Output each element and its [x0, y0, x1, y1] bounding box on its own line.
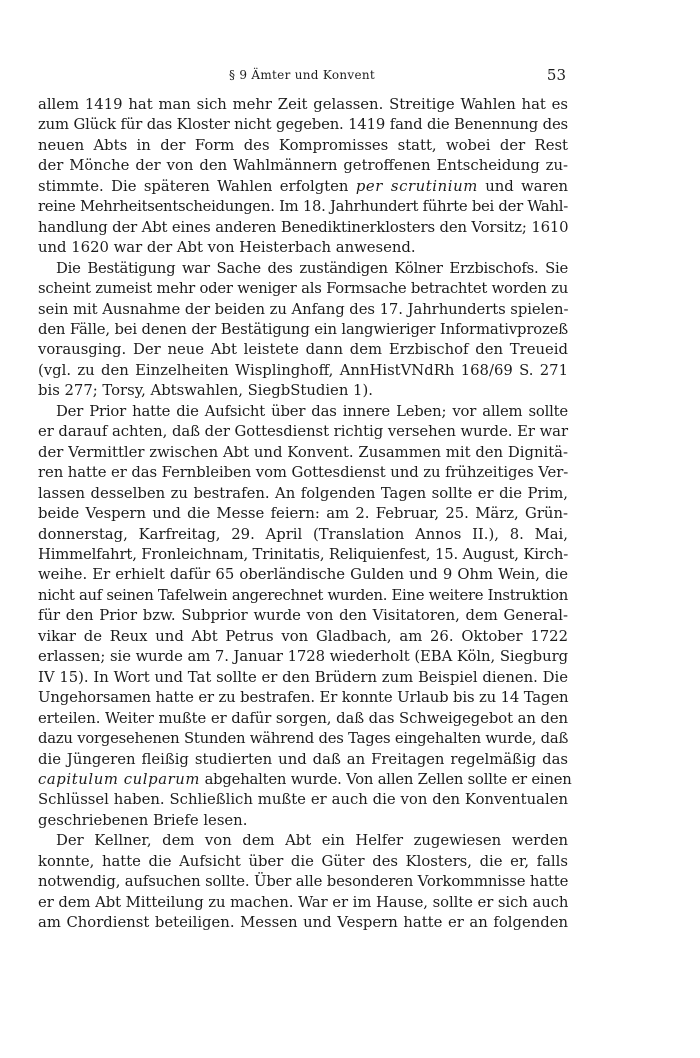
text-line: dazu vorgesehenen Stunden während des Tages eingehalten wurde, daß: [38, 730, 569, 748]
text-line: weihe. Er erhielt dafür 65 oberländische Gulden und 9 Ohm Wein, die: [38, 566, 568, 584]
text-line: Der Kellner, dem von dem Abt ein Helfer zugewiesen werden: [56, 832, 568, 850]
text-line: zum Glück für das Kloster nicht gegeben. 1419 fand die Benennung des: [38, 116, 568, 134]
text-line: scheint zumeist mehr oder weniger als Formsache betrachtet worden zu: [38, 280, 568, 298]
paragraph: [38, 95, 568, 259]
text-line: den Fälle, bei denen der Bestätigung ein langwieriger Informativprozeß: [38, 320, 568, 338]
text-segment: stimmte. Die späteren Wahlen erfolgten: [38, 177, 356, 195]
text-line: neuen Abts in der Form des Kompromisses statt, wobei der Rest: [38, 136, 568, 154]
paragraph: [38, 831, 568, 933]
text-line: allem 1419 hat man sich mehr Zeit gelassen. Streitige Wahlen hat es: [38, 96, 568, 113]
text-line: beide Vespern und die Messe feiern: am 2. Februar, 25. März, Grün-: [38, 505, 568, 523]
text-line: erlassen; sie wurde am 7. Januar 1728 wiederholt (EBA Köln, Siegburg: [38, 648, 568, 666]
text-line: handlung der Abt eines anderen Benediktinerklosters den Vorsitz; 1610: [38, 218, 569, 236]
text-line: für den Prior bzw. Subprior wurde von den Visitatoren, dem General-: [38, 607, 568, 625]
running-head: [38, 66, 566, 86]
text-line: donnerstag, Karfreitag, 29. April (Translation Annos II.), 8. Mai,: [38, 525, 568, 543]
text-line: (vgl. zu den Einzelheiten Wisplinghoff, AnnHistVNdRh 168/69 S. 271: [38, 361, 568, 379]
text-line: vorausging. Der neue Abt leistete dann dem Erzbischof den Treueid: [38, 341, 568, 359]
italic-term: per scrutinium: [355, 177, 478, 195]
text-line: am Chordienst beteiligen. Messen und Vespern hatte er an folgenden: [38, 914, 568, 932]
text-line: geschriebenen Briefe lesen.: [38, 811, 248, 829]
text-line: Die Bestätigung war Sache des zuständigen Kölner Erzbischofs. Sie: [56, 259, 568, 277]
italic-term: capitulum culparum: [38, 770, 201, 788]
text-line: reine Mehrheitsentscheidungen. Im 18. Jahrhundert führte bei der Wahl-: [38, 198, 568, 216]
paragraph: [38, 402, 572, 832]
text-line: nicht auf seinen Tafelwein angerechnet wurden. Eine weitere Instruktion: [38, 586, 568, 604]
text-line: [38, 177, 568, 197]
text-line: Himmelfahrt, Fronleichnam, Trinitatis, Reliquienfest, 15. August, Kirch-: [38, 545, 569, 563]
running-title: § 9 Ämter und Konvent: [228, 68, 376, 82]
text-line: erteilen. Weiter mußte er dafür sorgen, daß das Schweigegebot an den: [38, 709, 568, 727]
text-line: bis 277; Torsy, Abtswahlen, SiegbStudien 1).: [38, 382, 373, 400]
text-line: Schlüssel haben. Schließlich mußte er auch die von den Konventualen: [38, 791, 568, 809]
text-line: IV 15). In Wort und Tat sollte er den Brüdern zum Beispiel dienen. Die: [38, 668, 568, 686]
paragraph: [38, 259, 568, 402]
text-line: der Vermittler zwischen Abt und Konvent. Zusammen mit den Dignitä-: [38, 443, 568, 461]
text-line: und 1620 war der Abt von Heisterbach anwesend.: [38, 239, 416, 257]
text-line: [38, 770, 572, 790]
page-number: 53: [546, 66, 566, 84]
text-line: die Jüngeren fleißig studierten und daß an Freitagen regelmäßig das: [38, 750, 568, 768]
text-segment: abgehalten wurde. Von allen Zellen sollte er einen: [200, 770, 572, 788]
text-line: er dem Abt Mitteilung zu machen. War er im Hause, sollte er sich auch: [38, 893, 569, 911]
text-line: ren hatte er das Fernbleiben vom Gottesdienst und zu frühzeitiges Ver-: [38, 464, 569, 482]
text-line: konnte, hatte die Aufsicht über die Güter des Klosters, die er, falls: [38, 852, 568, 870]
text-line: Der Prior hatte die Aufsicht über das innere Leben; vor allem sollte: [56, 402, 568, 420]
text-line: vikar de Reux und Abt Petrus von Gladbach, am 26. Oktober 1722: [38, 627, 568, 645]
text-segment: und waren: [477, 177, 568, 195]
text-line: notwendig, aufsuchen sollte. Über alle besonderen Vorkommnisse hatte: [38, 873, 569, 891]
text-line: lassen desselben zu bestrafen. An folgenden Tagen sollte er die Prim,: [38, 484, 568, 502]
text-line: der Mönche der von den Wahlmännern getroffenen Entscheidung zu-: [38, 157, 568, 175]
text-line: sein mit Ausnahme der beiden zu Anfang des 17. Jahrhunderts spielen-: [38, 300, 569, 318]
text-line: Ungehorsamen hatte er zu bestrafen. Er konnte Urlaub bis zu 14 Tagen: [38, 689, 569, 707]
body-text: [38, 95, 572, 934]
text-line: er darauf achten, daß der Gottesdienst richtig versehen wurde. Er war: [38, 423, 568, 441]
